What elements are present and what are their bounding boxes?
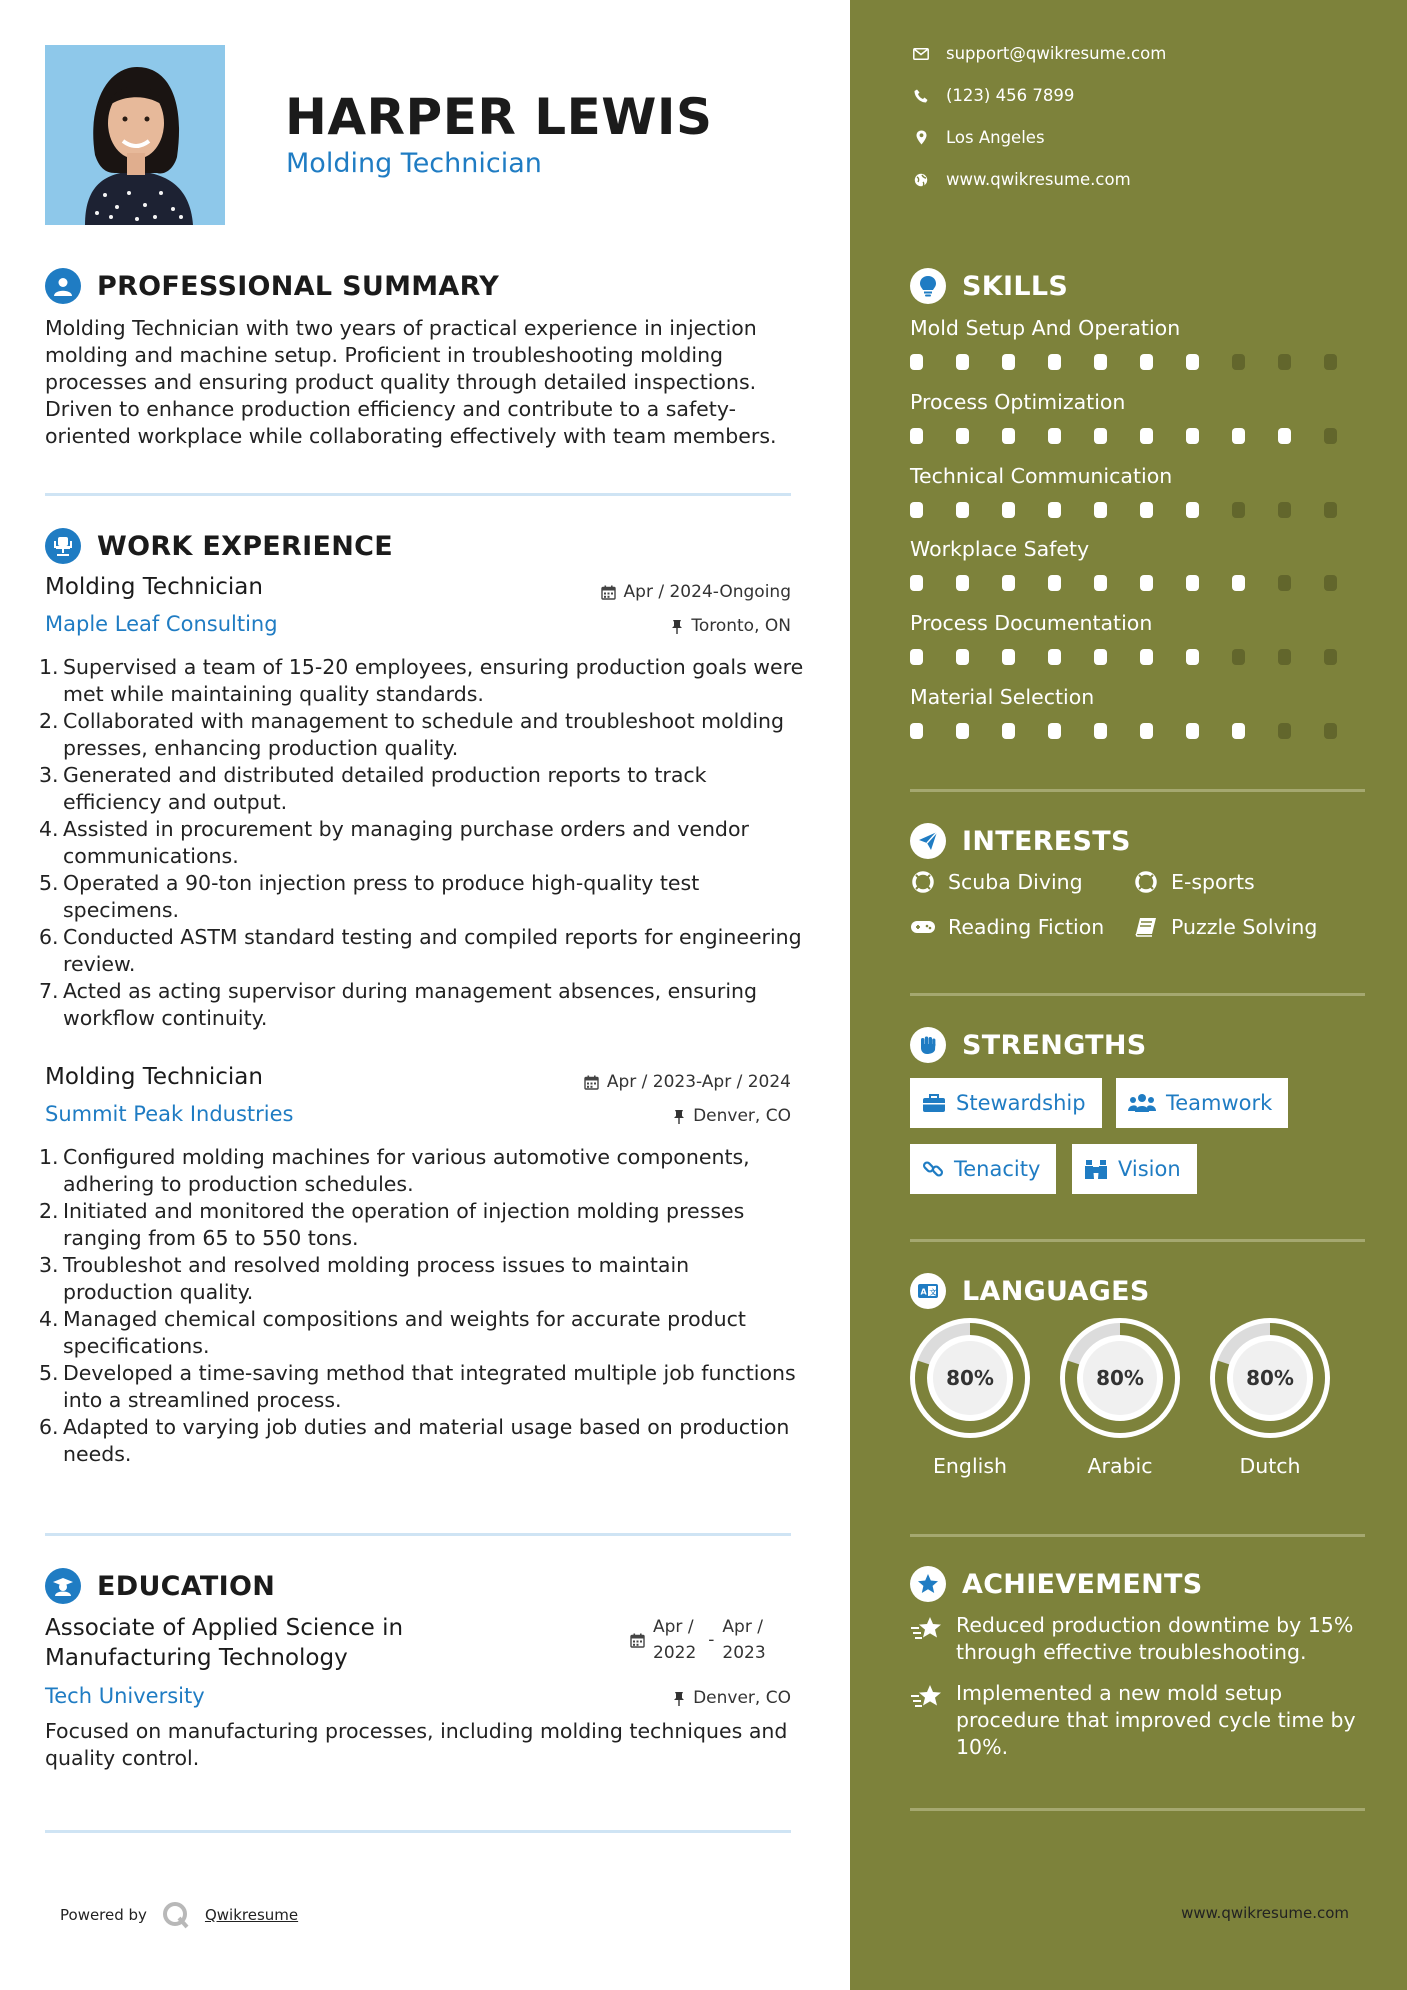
education-title: EDUCATION bbox=[97, 1570, 276, 1602]
education-heading bbox=[45, 1568, 275, 1604]
rating-dot bbox=[1140, 354, 1153, 370]
skill-row bbox=[910, 316, 1370, 370]
briefcase-icon bbox=[922, 1093, 946, 1113]
user-icon bbox=[45, 268, 81, 304]
job-dates bbox=[584, 1072, 791, 1092]
skill-rating bbox=[910, 354, 1370, 370]
section-divider bbox=[910, 789, 1365, 792]
duty-list bbox=[45, 1144, 805, 1468]
job-title: Molding Technician bbox=[45, 574, 263, 600]
website-text[interactable]: www.qwikresume.com bbox=[946, 170, 1131, 189]
interest-item bbox=[1133, 870, 1255, 894]
job-location-text: Toronto, ON bbox=[691, 616, 791, 636]
language-name: English bbox=[932, 1454, 1008, 1478]
rating-dot bbox=[956, 575, 969, 591]
interest-item bbox=[1133, 915, 1317, 939]
achievement-item bbox=[910, 1680, 1370, 1761]
language-percent: 80% bbox=[946, 1366, 994, 1390]
section-divider bbox=[45, 1830, 791, 1833]
fist-icon bbox=[910, 1027, 946, 1063]
skill-rating bbox=[910, 723, 1370, 739]
rating-dot bbox=[1002, 502, 1015, 518]
language-ring bbox=[1210, 1318, 1330, 1438]
rating-dot bbox=[1232, 723, 1245, 739]
strength-label: Tenacity bbox=[954, 1157, 1041, 1181]
rating-dot bbox=[1094, 723, 1107, 739]
duty-list bbox=[45, 654, 805, 1032]
lifebuoy-icon bbox=[1135, 871, 1157, 893]
rating-dot bbox=[1094, 575, 1107, 591]
lifebuoy-icon bbox=[912, 871, 934, 893]
interest-label: Puzzle Solving bbox=[1171, 915, 1318, 939]
achievement-text: Reduced production downtime by 15% through effective troubleshooting. bbox=[956, 1613, 1354, 1664]
skill-name: Material Selection bbox=[910, 685, 1095, 709]
skill-name: Process Documentation bbox=[910, 611, 1153, 635]
language-item bbox=[910, 1318, 1030, 1478]
section-divider bbox=[45, 493, 791, 496]
rating-dot bbox=[1140, 502, 1153, 518]
list-item: Managed chemical compositions and weights for accurate product specifications. bbox=[63, 1307, 746, 1358]
rating-dot bbox=[1278, 649, 1291, 665]
graduate-icon bbox=[45, 1568, 81, 1604]
list-item: Adapted to varying job duties and material usage based on production needs. bbox=[63, 1415, 790, 1466]
envelope-icon bbox=[913, 48, 929, 60]
end-date bbox=[722, 1614, 765, 1666]
section-divider bbox=[45, 1533, 791, 1536]
strength-label: Stewardship bbox=[956, 1091, 1086, 1115]
profile-photo bbox=[45, 45, 225, 225]
rating-dot bbox=[1048, 575, 1061, 591]
rating-dot bbox=[910, 649, 923, 665]
company-name: Maple Leaf Consulting bbox=[45, 612, 278, 636]
rating-dot bbox=[1324, 723, 1337, 739]
section-divider bbox=[910, 993, 1365, 996]
experience-heading bbox=[45, 528, 393, 564]
education-description: Focused on manufacturing processes, including molding techniques and quality control. bbox=[45, 1719, 788, 1770]
rating-dot bbox=[1094, 649, 1107, 665]
skill-name: Technical Communication bbox=[910, 464, 1173, 488]
language-item bbox=[1210, 1318, 1330, 1478]
rating-dot bbox=[1232, 428, 1245, 444]
powered-by-label: Powered by bbox=[60, 1906, 147, 1924]
rating-dot bbox=[1140, 428, 1153, 444]
rating-dot bbox=[1048, 354, 1061, 370]
languages-title: LANGUAGES bbox=[962, 1275, 1150, 1307]
interests-heading bbox=[910, 823, 1131, 859]
rating-dot bbox=[1232, 575, 1245, 591]
binoculars-icon bbox=[1084, 1158, 1108, 1180]
sidebar bbox=[850, 0, 1407, 1990]
achievements-heading bbox=[910, 1566, 1203, 1602]
languages-heading bbox=[910, 1273, 1150, 1309]
summary-heading bbox=[45, 268, 499, 304]
rating-dot bbox=[1278, 723, 1291, 739]
list-item: Troubleshot and resolved molding process issues to maintain production quality. bbox=[63, 1253, 690, 1304]
rating-dot bbox=[956, 502, 969, 518]
rating-dot bbox=[1002, 649, 1015, 665]
contact-location bbox=[910, 128, 1045, 147]
powered-by bbox=[60, 1900, 298, 1930]
rating-dot bbox=[1232, 649, 1245, 665]
users-icon bbox=[1128, 1093, 1156, 1113]
rating-dot bbox=[1048, 649, 1061, 665]
job-dates-text: Apr / 2024-Ongoing bbox=[623, 582, 791, 602]
email-text[interactable]: support@qwikresume.com bbox=[946, 44, 1167, 63]
skill-name: Workplace Safety bbox=[910, 537, 1090, 561]
language-name: Arabic bbox=[1087, 1454, 1153, 1478]
language-ring bbox=[910, 1318, 1030, 1438]
strength-badge bbox=[910, 1078, 1102, 1128]
achievements-title: ACHIEVEMENTS bbox=[962, 1568, 1203, 1600]
rating-dot bbox=[1094, 502, 1107, 518]
strengths-heading bbox=[910, 1027, 1147, 1063]
book-icon bbox=[1135, 917, 1157, 937]
job-location bbox=[671, 616, 791, 636]
list-item: Generated and distributed detailed production reports to track efficiency and output. bbox=[63, 763, 707, 814]
shooting-star-icon bbox=[910, 1682, 944, 1710]
skill-row bbox=[910, 464, 1370, 518]
job-dates-text: Apr / 2023-Apr / 2024 bbox=[606, 1072, 791, 1092]
rating-dot bbox=[1002, 575, 1015, 591]
section-divider bbox=[910, 1534, 1365, 1537]
gamepad-icon bbox=[910, 919, 936, 935]
rating-dot bbox=[1278, 428, 1291, 444]
calendar-icon bbox=[601, 585, 616, 600]
rating-dot bbox=[956, 649, 969, 665]
shooting-star-icon bbox=[910, 1614, 944, 1642]
skills-title: SKILLS bbox=[962, 270, 1069, 302]
education-location bbox=[673, 1688, 791, 1708]
rating-dot bbox=[1186, 575, 1199, 591]
language-name: Dutch bbox=[1239, 1454, 1301, 1478]
rating-dot bbox=[1186, 354, 1199, 370]
strength-badge bbox=[1116, 1078, 1288, 1128]
calendar-icon bbox=[630, 1633, 645, 1648]
achievement-text: Implemented a new mold setup procedure that improved cycle time by 10%. bbox=[956, 1681, 1356, 1759]
qwikresume-link[interactable]: Qwikresume bbox=[204, 1906, 299, 1924]
rating-dot bbox=[910, 428, 923, 444]
skill-row bbox=[910, 685, 1370, 739]
rating-dot bbox=[1324, 502, 1337, 518]
start-year: 2022 bbox=[653, 1643, 697, 1663]
paper-plane-icon bbox=[910, 823, 946, 859]
section-divider bbox=[910, 1808, 1365, 1811]
degree-line: Manufacturing Technology bbox=[45, 1645, 348, 1671]
strength-badge bbox=[1072, 1144, 1197, 1194]
rating-dot bbox=[1232, 502, 1245, 518]
education-location-text: Denver, CO bbox=[693, 1688, 791, 1708]
skills-heading bbox=[910, 268, 1068, 304]
list-item: Acted as acting supervisor during management absences, ensuring workflow continuity. bbox=[63, 979, 758, 1030]
rating-dot bbox=[1140, 723, 1153, 739]
list-item: Supervised a team of 15-20 employees, ensuring production goals were met while maintaining quality standards. bbox=[63, 655, 804, 706]
phone-text[interactable]: (123) 456 7899 bbox=[946, 86, 1075, 105]
language-item bbox=[1060, 1318, 1180, 1478]
achievement-item bbox=[910, 1612, 1370, 1666]
list-item: Initiated and monitored the operation of injection molding presses ranging from 65 to 550 tons. bbox=[63, 1199, 745, 1250]
list-item: Assisted in procurement by managing purchase orders and vendor communications. bbox=[63, 817, 749, 868]
rating-dot bbox=[1324, 649, 1337, 665]
skill-rating bbox=[910, 428, 1370, 444]
office-chair-icon bbox=[45, 528, 81, 564]
skill-rating bbox=[910, 575, 1370, 591]
location-text: Los Angeles bbox=[946, 128, 1045, 147]
skill-rating bbox=[910, 502, 1370, 518]
qwikresume-logo-icon bbox=[161, 1900, 191, 1930]
rating-dot bbox=[1186, 649, 1199, 665]
language-percent: 80% bbox=[1096, 1366, 1144, 1390]
rating-dot bbox=[1232, 354, 1245, 370]
rating-dot bbox=[1278, 575, 1291, 591]
pin-icon bbox=[673, 1691, 685, 1706]
candidate-name: HARPER LEWIS bbox=[285, 88, 713, 146]
contact-website bbox=[910, 170, 1131, 189]
rating-dot bbox=[1324, 575, 1337, 591]
rating-dot bbox=[1324, 428, 1337, 444]
education-dates bbox=[630, 1614, 766, 1666]
rating-dot bbox=[1002, 354, 1015, 370]
list-item: Operated a 90-ton injection press to produce high-quality test specimens. bbox=[63, 871, 700, 922]
strength-badge bbox=[910, 1144, 1056, 1194]
summary-text: Molding Technician with two years of practical experience in injection molding and machine setup. Proficient in troubleshooting molding processes and ensuring product quality through detailed inspections. Driven to enhance production efficiency and contribute to a safety-oriented workplace while collaborating effectively with team members. bbox=[45, 316, 777, 448]
date-dash: - bbox=[708, 1630, 715, 1650]
rating-dot bbox=[1278, 354, 1291, 370]
start-date bbox=[653, 1614, 696, 1666]
list-item: Configured molding machines for various automotive components, adhering to production schedules. bbox=[63, 1145, 750, 1196]
rating-dot bbox=[1048, 723, 1061, 739]
rating-dot bbox=[910, 575, 923, 591]
language-ring bbox=[1060, 1318, 1180, 1438]
job-location-text: Denver, CO bbox=[693, 1106, 791, 1126]
job-title: Molding Technician bbox=[45, 1064, 263, 1090]
interest-item bbox=[910, 915, 1104, 939]
strength-label: Vision bbox=[1118, 1157, 1181, 1181]
rating-dot bbox=[1186, 502, 1199, 518]
skill-row bbox=[910, 611, 1370, 665]
rating-dot bbox=[1002, 428, 1015, 444]
lightbulb-icon bbox=[910, 268, 946, 304]
globe-icon bbox=[914, 173, 928, 187]
rating-dot bbox=[1140, 575, 1153, 591]
pin-icon bbox=[671, 619, 683, 634]
job-location bbox=[673, 1106, 791, 1126]
svg-text:文: 文 bbox=[929, 1288, 937, 1297]
map-marker-icon bbox=[916, 130, 927, 145]
strength-label: Teamwork bbox=[1166, 1091, 1273, 1115]
rating-dot bbox=[1048, 502, 1061, 518]
rating-dot bbox=[956, 723, 969, 739]
calendar-icon bbox=[584, 1075, 599, 1090]
job-dates bbox=[601, 582, 791, 602]
interest-label: Scuba Diving bbox=[948, 870, 1083, 894]
rating-dot bbox=[1186, 723, 1199, 739]
summary-title: PROFESSIONAL SUMMARY bbox=[97, 270, 500, 302]
list-item: Conducted ASTM standard testing and compiled reports for engineering review. bbox=[63, 925, 802, 976]
rating-dot bbox=[956, 354, 969, 370]
pin-icon bbox=[673, 1109, 685, 1124]
rating-dot bbox=[1094, 428, 1107, 444]
degree-line: Associate of Applied Science in bbox=[45, 1615, 404, 1641]
rating-dot bbox=[956, 428, 969, 444]
rating-dot bbox=[1002, 723, 1015, 739]
contact-phone bbox=[910, 86, 1074, 105]
school-name: Tech University bbox=[45, 1684, 205, 1708]
section-divider bbox=[910, 1239, 1365, 1242]
star-badge-icon bbox=[910, 1566, 946, 1602]
start-month: Apr / bbox=[653, 1617, 694, 1637]
interest-item bbox=[910, 870, 1083, 894]
svg-text:A: A bbox=[920, 1287, 927, 1297]
interest-label: Reading Fiction bbox=[948, 915, 1105, 939]
experience-title: WORK EXPERIENCE bbox=[97, 530, 393, 562]
rating-dot bbox=[1324, 354, 1337, 370]
rating-dot bbox=[1048, 428, 1061, 444]
rating-dot bbox=[1278, 502, 1291, 518]
candidate-role: Molding Technician bbox=[286, 148, 542, 179]
rating-dot bbox=[910, 502, 923, 518]
skill-name: Process Optimization bbox=[910, 390, 1126, 414]
skill-row bbox=[910, 537, 1370, 591]
interest-label: E-sports bbox=[1171, 870, 1255, 894]
translate-icon bbox=[910, 1273, 946, 1309]
company-name: Summit Peak Industries bbox=[45, 1102, 294, 1126]
skill-name: Mold Setup And Operation bbox=[910, 316, 1181, 340]
degree-name bbox=[45, 1613, 403, 1673]
end-year: 2023 bbox=[722, 1643, 766, 1663]
phone-icon bbox=[914, 89, 928, 103]
skill-row bbox=[910, 390, 1370, 444]
contact-email bbox=[910, 44, 1166, 63]
rating-dot bbox=[910, 723, 923, 739]
interests-title: INTERESTS bbox=[962, 825, 1131, 857]
list-item: Collaborated with management to schedule and troubleshoot molding presses, enhancing production quality. bbox=[63, 709, 785, 760]
link-icon bbox=[922, 1158, 944, 1180]
footer-website[interactable]: www.qwikresume.com bbox=[1181, 1904, 1349, 1922]
rating-dot bbox=[910, 354, 923, 370]
end-month: Apr / bbox=[722, 1617, 763, 1637]
skill-rating bbox=[910, 649, 1370, 665]
rating-dot bbox=[1186, 428, 1199, 444]
list-item: Developed a time-saving method that integrated multiple job functions into a streamlined process. bbox=[63, 1361, 796, 1412]
language-percent: 80% bbox=[1246, 1366, 1294, 1390]
rating-dot bbox=[1094, 354, 1107, 370]
rating-dot bbox=[1140, 649, 1153, 665]
strengths-title: STRENGTHS bbox=[962, 1029, 1147, 1061]
